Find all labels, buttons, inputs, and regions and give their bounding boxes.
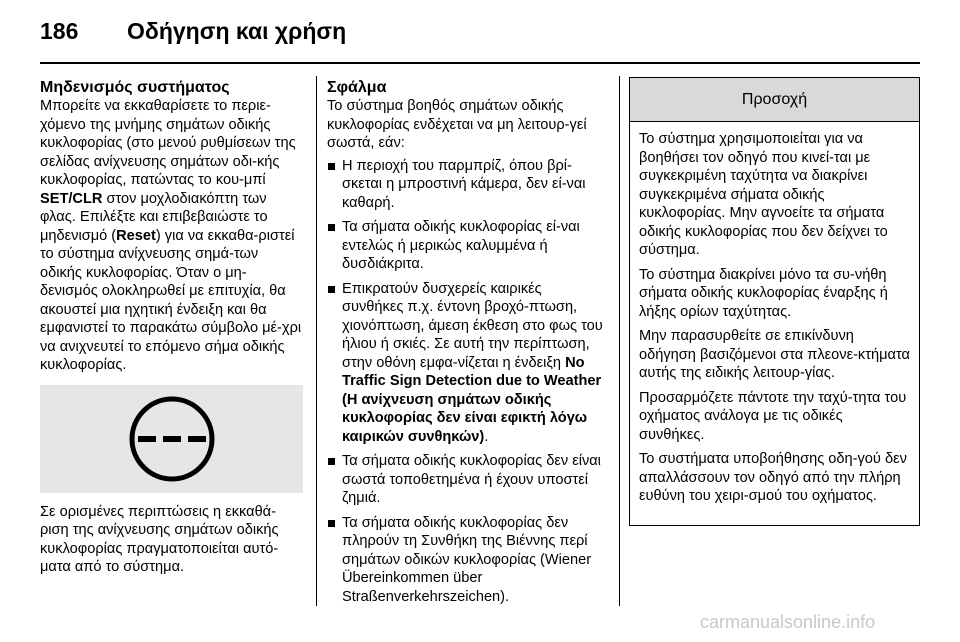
bullet-square-icon (328, 286, 335, 293)
list-item: Τα σήματα οδικής κυκλοφορίας δεν είναι σωστά τοποθετημένα ή έχουν υποστεί ζημιά. (327, 452, 605, 508)
list-item: Επικρατούν δυσχερείς καιρικές συνθήκες π.χ. έντονη βροχό-πτωση, χιονόπτωση, άμεση έκθεση στο φως του ήλιου ή σκιές. Σε αυτή την περίπτωση, στην οθόνη εμφα-νίζεται η ένδειξη No Traffic Sign Detection due to Weather (Η ανίχνευση σημάτων οδικής κυκλοφορίας δεν είναι εφικτή λόγω καιρικών συνθηκών). (327, 280, 605, 447)
section-heading-fault: Σφάλμα (327, 79, 387, 96)
caution-title: Προσοχή (630, 78, 919, 122)
bullet-square-icon (328, 458, 335, 465)
bullet-square-icon (328, 224, 335, 231)
caution-paragraph: Το σύστημα χρησιμοποιείται για να βοηθήσει τον οδηγό που κινεί-ται με συγκεκριμένη ταχύτητα να διακρίνει συγκεκριμένα σήματα οδικής κυκλοφορίας. Μην αγνοείτε τα σήματα οδικής κυκλοφορίας που δεν δείχνει το σύστημα. (639, 131, 888, 258)
caution-paragraph: Το σύστημα διακρίνει μόνο τα συ-νήθη σήματα οδικής κυκλοφορίας έναρξης ή λήξης ορίων ταχύτητας. (639, 266, 888, 320)
section-heading-reset: Μηδενισμός συστήματος (40, 79, 230, 96)
column-divider-2 (619, 76, 620, 606)
caution-paragraph: Μην παρασυρθείτε σε επικίνδυνη οδήγηση βασιζόμενοι στα πλεονε-κτήματα αυτής της ειδικής λειτουρ-γίας. (639, 328, 910, 381)
reset-symbol-panel (40, 385, 303, 493)
caution-paragraph: Το συστήματα υποβοήθησης οδη-γού δεν απαλλάσσουν τον οδηγό από την πλήρη ευθύνη του χειρι-σμού του οχήματος. (639, 451, 907, 504)
fault-intro: Το σύστημα βοηθός σημάτων οδικής κυκλοφορίας ενδέχεται να μη λειτουρ-γεί σωστά, εάν: (327, 98, 587, 151)
header-divider (40, 62, 920, 64)
list-item: Η περιοχή του παρμπρίζ, όπου βρί-σκεται η μπροστινή κάμερα, δεν εί-ναι καθαρή. (327, 157, 605, 213)
list-item: Τα σήματα οδικής κυκλοφορίας δεν πληρούν τη Συνθήκη της Βιέννης περί σημάτων οδικών κυκλοφορίας (Wiener Übereinkommen über Straßenverkehrszeichen). (327, 514, 605, 607)
caution-paragraph: Προσαρμόζετε πάντοτε την ταχύ-τητα του οχήματος ανάλογα με τις οδικές συνθήκες. (639, 389, 907, 443)
page-title: Οδήγηση και χρήση (127, 18, 347, 44)
list-item: Τα σήματα οδικής κυκλοφορίας εί-ναι εντελώς ή μερικώς καλυμμένα ή δυσδιάκριτα. (327, 218, 605, 274)
column-divider-1 (316, 76, 317, 606)
caution-box (629, 77, 920, 526)
fault-section (327, 79, 605, 612)
bullet-square-icon (328, 163, 335, 170)
watermark: carmanualsonline.info (700, 612, 876, 632)
display-message: No Traffic Sign Detection due to Weather (Η ανίχνευση σημάτων οδικής κυκλοφορίας δεν είναι εφικτή λόγω καιρικών συνθηκών) (342, 354, 602, 445)
no-sign-detected-icon (124, 391, 220, 487)
reset-key: Reset (116, 227, 156, 244)
page-number: 186 (40, 18, 79, 44)
auto-reset-paragraph: Σε ορισμένες περιπτώσεις η εκκαθά-ριση της ανίχνευσης σημάτων οδικής κυκλοφορίας πραγματοποιείται αυτό-ματα από το σύστημα. (40, 503, 279, 575)
reset-paragraph: Μπορείτε να εκκαθαρίσετε το περιε-χόμενο της μνήμης σημάτων οδικής κυκλοφορίας (στο μενού ρυθμίσεων της σελίδας ανίχνευσης σημάτων οδι-κής κυκλοφορίας, πατώντας το κου-μπί SET/CLR στον μοχλοδιακόπτη των φλας. Επιλέξτε και επιβεβαιώστε το μηδενισμό (Reset) για να εκκαθα-ριστεί το σύστημα ανίχνευσης σημά-των οδικής κυκλοφορίας. Όταν ο μη-δενισμός ολοκληρωθεί με επιτυχία, θα ακουστεί μια ηχητική ένδειξη και θα εμφανιστεί το παρακάτω σύμβολο μέ-χρι να ανιχνευτεί το επόμενο σήμα οδικής κυκλοφορίας. (40, 98, 302, 373)
caution-body (630, 122, 919, 506)
bullet-square-icon (328, 520, 335, 527)
reset-system-section (40, 79, 304, 577)
set-clr-key: SET/CLR (40, 190, 103, 207)
fault-list (327, 157, 605, 607)
